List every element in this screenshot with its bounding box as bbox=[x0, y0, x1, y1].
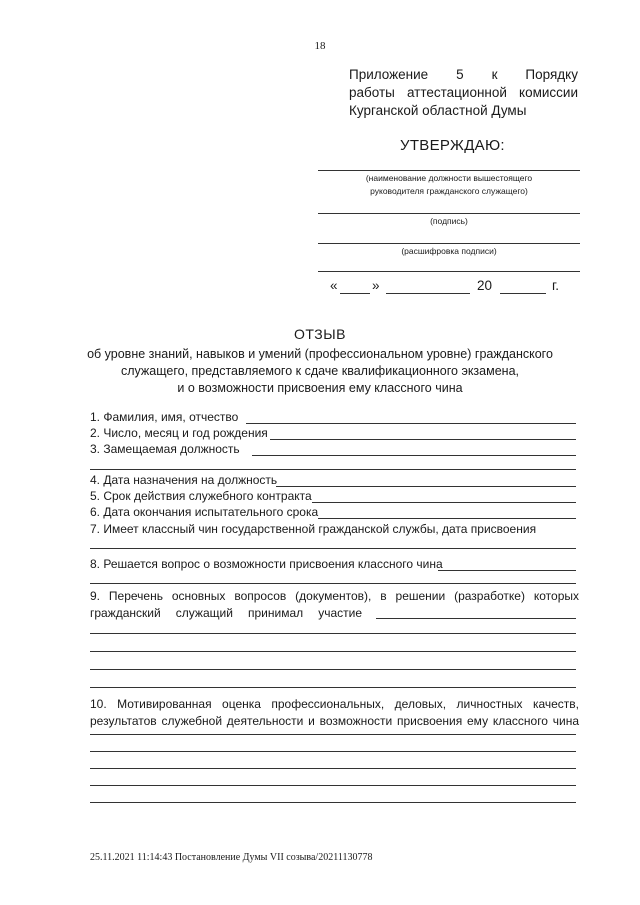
date-year: 20 bbox=[477, 278, 493, 293]
field-evaluation-line-4[interactable] bbox=[90, 785, 576, 786]
field-evaluation-line-3[interactable] bbox=[90, 768, 576, 769]
field-evaluation-label-2: результатов служебной деятельности и возможности присвоения ему классного чина bbox=[90, 714, 579, 728]
date-suffix: г. bbox=[552, 278, 560, 293]
approve-title: УТВЕРЖДАЮ: bbox=[400, 137, 505, 154]
appendix-word: Приложение bbox=[349, 67, 429, 82]
field-full-name-label: 1. Фамилия, имя, отчество bbox=[90, 410, 239, 424]
appendix-line-2 bbox=[349, 84, 578, 102]
field-probation-end-line[interactable] bbox=[318, 518, 576, 519]
appendix-word: 5 bbox=[456, 67, 464, 82]
signature-line[interactable] bbox=[318, 213, 580, 214]
extra-line[interactable] bbox=[318, 271, 580, 272]
appendix-word: Порядку bbox=[525, 67, 578, 82]
caption-text: (наименование должности вышестоящего bbox=[365, 173, 533, 183]
field-probation-end-label: 6. Дата окончания испытательного срока bbox=[90, 505, 319, 519]
appendix-word: аттестационной bbox=[406, 85, 507, 100]
field-position-line[interactable] bbox=[252, 455, 576, 456]
field-birthdate-line[interactable] bbox=[270, 439, 576, 440]
field-class-rank-line[interactable] bbox=[90, 548, 576, 549]
field-evaluation-line-1[interactable] bbox=[90, 734, 576, 735]
signature-caption: (подпись) bbox=[430, 216, 468, 226]
field-full-name-line[interactable] bbox=[246, 423, 576, 424]
decode-line[interactable] bbox=[318, 243, 580, 244]
field-class-rank-label: 7. Имеет классный чин государственной гражданской службы, дата присвоения bbox=[90, 522, 537, 536]
field-rank-question-line-2[interactable] bbox=[90, 583, 576, 584]
field-evaluation-line-2[interactable] bbox=[90, 751, 576, 752]
field-contract-term-line[interactable] bbox=[312, 502, 576, 503]
field-issues-line-1[interactable] bbox=[90, 633, 576, 634]
appendix-word: комиссии bbox=[519, 85, 578, 100]
field-position-line-2[interactable] bbox=[90, 469, 576, 470]
appendix-header bbox=[349, 66, 578, 120]
field-evaluation-line-5[interactable] bbox=[90, 802, 576, 803]
field-issues-line-4[interactable] bbox=[90, 687, 576, 688]
appendix-word: работы bbox=[349, 85, 395, 100]
field-rank-question-label: 8. Решается вопрос о возможности присвоения классного чина bbox=[90, 557, 443, 571]
appendix-word: к bbox=[491, 67, 498, 82]
page-number: 18 bbox=[314, 40, 326, 52]
field-birthdate-label: 2. Число, месяц и год рождения bbox=[90, 426, 268, 440]
field-issues-label-1: 9. Перечень основных вопросов (документов), в решении (разработке) которых bbox=[90, 589, 579, 603]
approval-date bbox=[330, 278, 580, 296]
date-month-line[interactable] bbox=[386, 293, 470, 294]
appendix-line-1 bbox=[349, 66, 578, 84]
field-issues-line-0[interactable] bbox=[376, 618, 576, 619]
field-rank-question-line[interactable] bbox=[438, 570, 576, 571]
date-open-quote: « bbox=[330, 278, 338, 293]
field-contract-term-label: 5. Срок действия служебного контракта bbox=[90, 489, 312, 503]
document-footer: 25.11.2021 11:14:43 Постановление Думы VII созыва/20211130778 bbox=[90, 852, 373, 863]
position-line[interactable] bbox=[318, 170, 580, 171]
field-appoint-date-line[interactable] bbox=[276, 486, 576, 487]
field-appoint-date-label: 4. Дата назначения на должность bbox=[90, 473, 278, 487]
subtitle-line: служащего, представляемого к сдаче квалификационного экзамена, bbox=[121, 364, 519, 378]
date-close-quote: » bbox=[372, 278, 380, 293]
field-issues-line-2[interactable] bbox=[90, 651, 576, 652]
subtitle-line: об уровне знаний, навыков и умений (профессиональном уровне) гражданского bbox=[87, 347, 553, 361]
document-title: ОТЗЫВ bbox=[294, 326, 346, 342]
field-issues-line-3[interactable] bbox=[90, 669, 576, 670]
date-year-line[interactable] bbox=[500, 293, 546, 294]
document-subtitle bbox=[70, 346, 570, 397]
subtitle-line: и о возможности присвоения ему классного чина bbox=[177, 381, 463, 395]
field-evaluation-label-1: 10. Мотивированная оценка профессиональных, деловых, личностных качеств, bbox=[90, 697, 579, 711]
appendix-line-3: Курганской областной Думы bbox=[349, 103, 527, 118]
caption-text: руководителя гражданского служащего) bbox=[370, 186, 528, 196]
position-caption bbox=[318, 172, 580, 198]
field-position-label: 3. Замещаемая должность bbox=[90, 442, 240, 456]
field-issues-label-2: гражданский служащий принимал участие bbox=[90, 606, 362, 620]
date-day-line[interactable] bbox=[340, 293, 370, 294]
decode-caption: (расшифровка подписи) bbox=[401, 246, 497, 256]
